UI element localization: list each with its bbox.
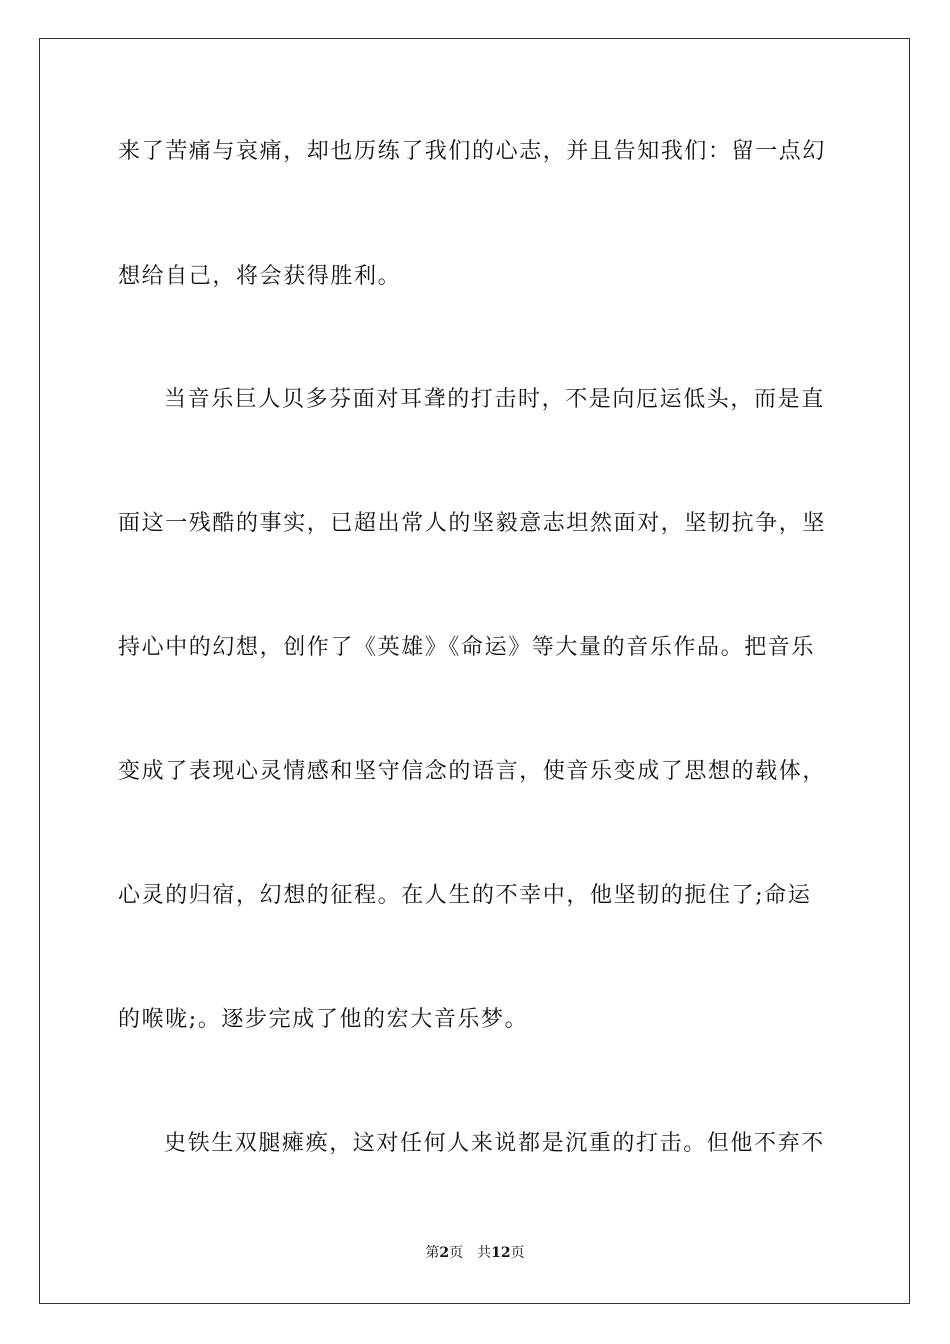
- paragraph-2-line-6: 的喉咙;。逐步完成了他的宏大音乐梦。: [118, 1007, 529, 1032]
- total-prefix: 共: [477, 1245, 492, 1261]
- total-suffix: 页: [510, 1245, 525, 1261]
- paragraph-1-line-2: 想给自己，将会获得胜利。: [118, 264, 402, 289]
- page-number: 2: [439, 1245, 450, 1261]
- total-pages: 12: [491, 1245, 511, 1261]
- page-suffix: 页: [449, 1245, 464, 1261]
- paragraph-2-line-3: 持心中的幻想，创作了《英雄》《命运》等大量的音乐作品。把音乐: [118, 635, 816, 660]
- page-prefix: 第: [425, 1245, 440, 1261]
- paragraph-2-line-1: 当音乐巨人贝多芬面对耳聋的打击时，不是向厄运低头，而是直: [164, 387, 825, 412]
- page-footer: [0, 1244, 950, 1262]
- page-border: [39, 38, 910, 1304]
- paragraph-3-line-1: 史铁生双腿瘫痪，这对任何人来说都是沉重的打击。但他不弃不: [164, 1131, 825, 1156]
- paragraph-2-line-2: 面这一残酷的事实，已超出常人的坚毅意志坦然面对，坚韧抗争，坚: [118, 511, 827, 536]
- paragraph-2-line-4: 变成了表现心灵情感和坚守信念的语言，使音乐变成了思想的载体，: [118, 759, 827, 784]
- paragraph-2-line-5: 心灵的归宿，幻想的征程。在人生的不幸中，他坚韧的扼住了;命运: [118, 883, 812, 908]
- paragraph-1-line-1: 来了苦痛与哀痛，却也历练了我们的心志，并且告知我们：留一点幻: [118, 139, 827, 164]
